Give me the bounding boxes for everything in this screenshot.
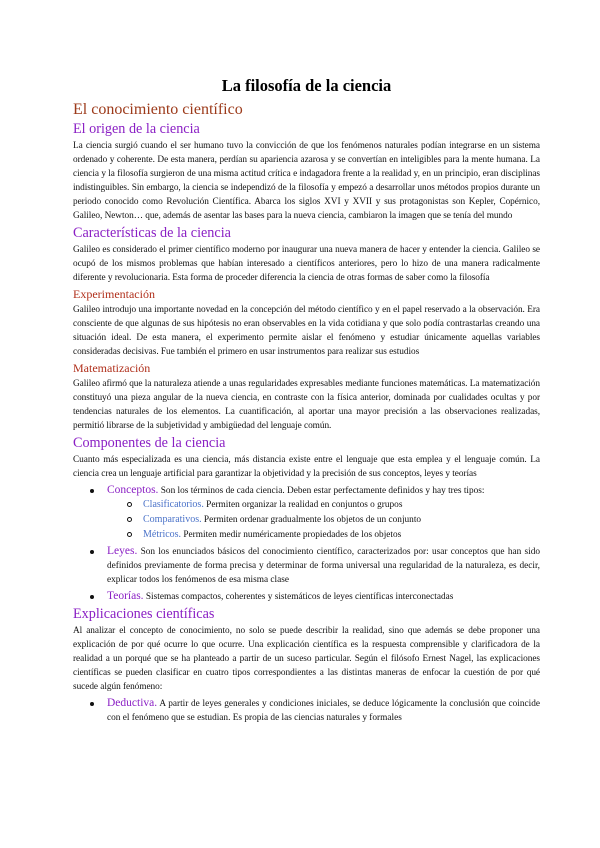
heading-matematizacion: Matematización <box>73 361 151 375</box>
heading-caracteristicas: Características de la ciencia <box>73 225 231 241</box>
heading-explicaciones: Explicaciones científicas <box>73 606 215 622</box>
paragraph-origen: La ciencia surgió cuando el ser humano tuvo la convicción de que los fenómenos naturales podían integrarse en un sistema ordenado y coherente. De esta manera, perdían su apariencia azarosa y se convertían en inteligibles para la mente humana. La ciencia y la filosofía surgieron de una misma actitud crítica e indagadora frente a la realidad y, en un principio, eran disciplinas indistinguibles. Sin embargo, la ciencia se independizó de la filosofía y empezó a desarrollar unos métodos propios durante un periodo conocido como Revolución Científica. Abarca los siglos XVI y XVII y sus protagonistas son Kepler, Copérnico, Galileo, Newton… que, además de asentar las bases para la nueva ciencia, cambiaron la imagen que se tenía del mundo <box>73 141 540 221</box>
paragraph-componentes: Cuanto más especializada es una ciencia, más distancia existe entre el lenguaje que esta emplea y el lenguaje común. La ciencia crea un lenguaje artificial para garantizar la objetividad y la precisión de sus conceptos, leyes y teorías <box>73 455 540 479</box>
text-leyes: Son los enunciados básicos del conocimiento científico, caracterizados por: usar conceptos que han sido definidos previamente de forma precisa y determinar de forma universal una regularidad de la naturaleza, es decir, explicar todos los fenómenos de esa misma clase <box>107 547 540 585</box>
term-metricos: Métricos. <box>143 529 182 540</box>
text-clasificatorios: Permiten organizar la realidad en conjuntos o grupos <box>203 500 403 510</box>
heading-componentes: Componentes de la ciencia <box>73 435 226 451</box>
paragraph-explicaciones: Al analizar el concepto de conocimiento, no solo se puede describir la realidad, sino que además se debe proponer una explicación de por qué ocurre lo que ocurre. Una explicación científica es la respuesta comprensible y clarificadora de la realidad a un porqué que se ha planteado a partir de un suceso particular. Según el filósofo Ernest Nagel, las explicaciones científicas se pueden clasificar en cuatro tipos correspondientes a las distintas maneras de enfocar la cuestión de por qué sucede algún fenómeno: <box>73 626 540 692</box>
text-deductiva: A partir de leyes generales y condiciones iniciales, se deduce lógicamente la conclusión que coincide con el fenómeno que se estudian. Es propia de las ciencias naturales y formales <box>107 699 540 723</box>
explicaciones-list <box>73 696 540 725</box>
term-comparativos: Comparativos. <box>143 514 202 525</box>
term-teorias: Teorías. <box>107 590 144 602</box>
document-title: La filosofía de la ciencia <box>221 76 392 95</box>
list-item-metricos <box>143 528 540 542</box>
term-deductiva: Deductiva. <box>107 697 158 709</box>
heading-experimentacion: Experimentación <box>73 287 155 301</box>
section-title: El conocimiento científico <box>73 101 243 118</box>
term-leyes: Leyes. <box>107 545 138 557</box>
paragraph-matematizacion: Galileo afirmó que la naturaleza atiende a unas regularidades expresables mediante funciones matemáticas. La matematización constituyó una pieza angular de la nueva ciencia, en contraste con la física anterior, dominada por cualidades ocultas y por tendencias naturales de los elementos. La cuantificación, al aportar una mayor precisión a las observaciones realizadas, permitió librarse de la subjetividad y ambigüedad del lenguaje común. <box>73 379 540 431</box>
term-clasificatorios: Clasificatorios. <box>143 499 204 510</box>
paragraph-caracteristicas: Galileo es considerado el primer científico moderno por inaugurar una nueva manera de hacer y entender la ciencia. Galileo se ocupó de los mismos problemas que habían interesado a científicos anteriores, pero lo hizo de una manera radicalmente diferente y revolucionaria. Esta forma de proceder diferencia la ciencia de otras formas de saber como la filosofía <box>73 245 540 283</box>
list-item-comparativos <box>143 513 540 527</box>
term-conceptos: Conceptos. <box>107 484 159 496</box>
paragraph-experimentacion: Galileo introdujo una importante novedad en la concepción del método científico y en el papel reservado a la observación. Era consciente de que algunas de sus hipótesis no eran observables en la vida cotidiana y que solo podía contrastarlas creando una situación ideal. De esta manera, el experimento permite aislar el fenómeno y estudiar únicamente aquellas variables consideradas decisivas. Fue también el primero en usar instrumentos para realizar sus estudios <box>73 305 540 357</box>
text-teorias: Sistemas compactos, coherentes y sistemáticos de leyes científicas interconectadas <box>143 592 454 602</box>
list-item-conceptos <box>107 483 540 542</box>
list-item-teorias <box>107 589 540 604</box>
text-metricos: Permiten medir numéricamente propiedades de los objetos <box>181 530 402 540</box>
list-item-leyes <box>107 544 540 587</box>
text-conceptos: Son los términos de cada ciencia. Deben estar perfectamente definidos y hay tres tipos: <box>158 486 485 496</box>
conceptos-sublist <box>107 498 540 542</box>
text-comparativos: Permiten ordenar gradualmente los objetos de un conjunto <box>201 515 422 525</box>
list-item-clasificatorios <box>143 498 540 512</box>
heading-origen: El origen de la ciencia <box>73 121 200 137</box>
componentes-list <box>73 483 540 604</box>
list-item-deductiva <box>107 696 540 725</box>
